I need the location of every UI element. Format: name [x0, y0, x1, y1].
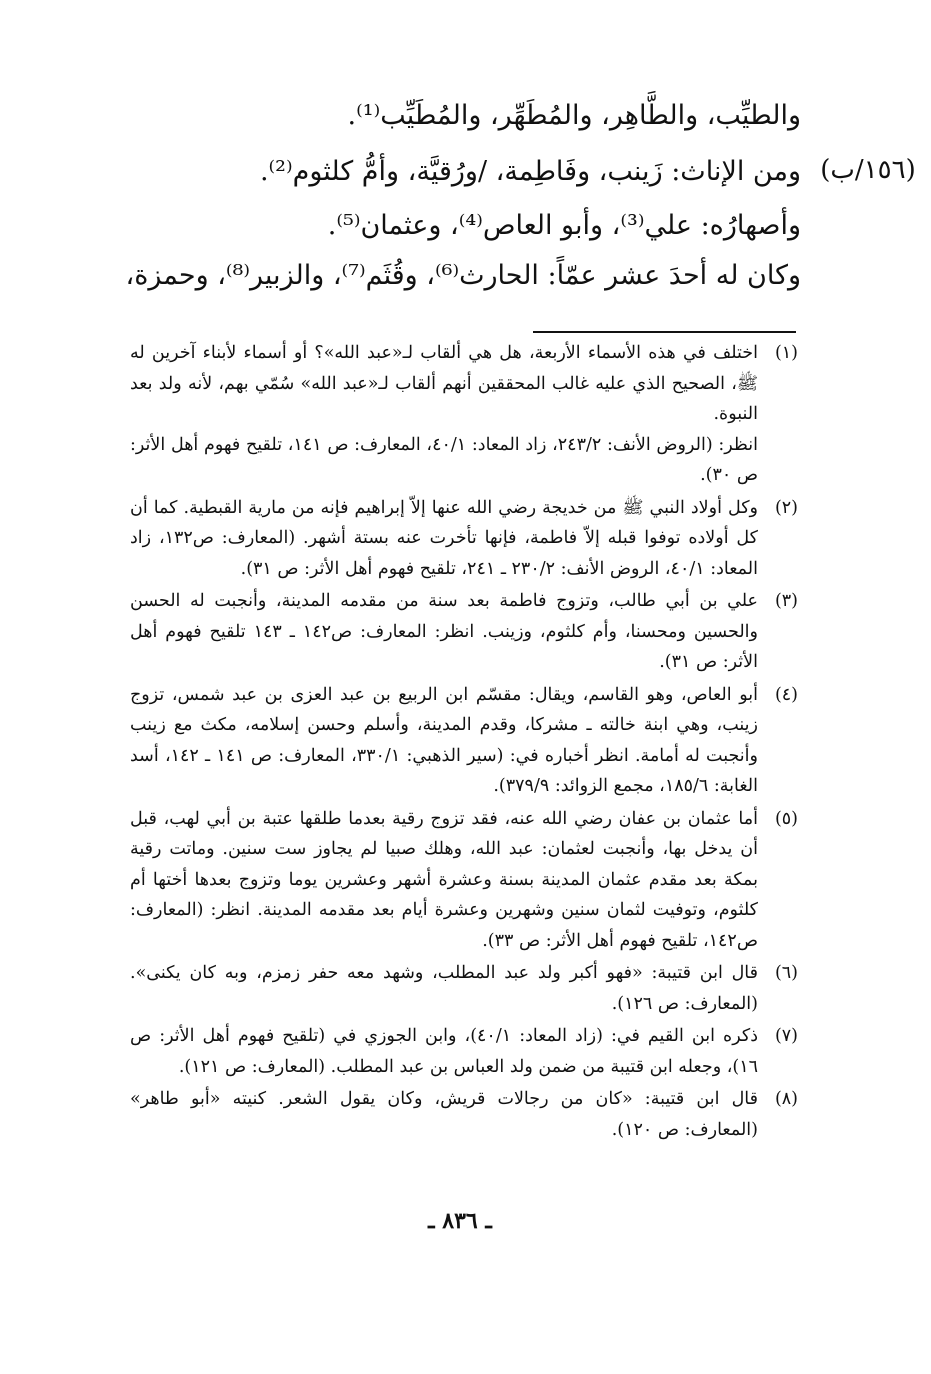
- footnote-separator-rule: [533, 331, 796, 333]
- footnote-text: اختلف في هذه الأسماء الأربعة، هل هي ألقاب لـ«عبد الله»؟ أو أسماء لأبناء آخرين له ﷺ، الصحيح الذي عليه غالب المحققين أنهم ألقاب لـ«عبد الله» سُمّي بهم، لأنه ولد بعد النبوة.: [130, 343, 758, 424]
- footnote-6: [130, 958, 798, 1019]
- footnote-text: أبو العاص، وهو القاسم، ويقال: مقسّم ابن الربيع بن عبد العزى بن عبد شمس، تزوج زينب، وهي ابنة خالته ـ مشركا، وقدم المدينة، وأسلم وحسن إسلامه، مكث مع زينب وأنجبت له أمامة. انظر أخباره في: (سير الذهبي: ٣٣٠/١، المعارف: ص ١٤١ ـ ١٤٢، أسد الغابة: ١٨٥/٦، مجمع الزوائد: ٣٧٩/٩).: [130, 684, 758, 796]
- footnote-text: انظر: (الروض الأنف: ٢٤٣/٢، زاد المعاد: ٤٠/١، المعارف: ص ١٤١، تلقيح فهوم أهل الأثر: ص ٣٠).: [130, 434, 758, 485]
- page-number: ـ ٨٣٦ ـ: [428, 1208, 492, 1234]
- main-text-line-2: ومن الإناث: زَينب، وفَاطِمة، /ورُقيَّة، وأمُّ كلثوم⁽²⁾.: [259, 156, 801, 187]
- footnote-number: (٨): [774, 1089, 798, 1109]
- footnote-text: أما عثمان بن عفان رضي الله عنه، فقد تزوج رقية بعدما طلقها عتبة بن أبي لهب، قبل أن يدخل بها، وأنجبت لعثمان: عبد الله، وهلك صبيا لم يجاوز ست سنين. وماتت رقية بمكة بعد مقدم عثمان المدينة بسنة وعشرة أشهر وعشرين يوما وتزوج بعدها أختها أم كلثوم، وتوفيت لثمان سنين وشهرين وعشرة أيام بعد مقدمه المدينة. انظر: (المعارف: ص١٤٢، تلقيح فهوم أهل الأثر: ص ٣٣).: [130, 808, 758, 951]
- footnote-text: وكل أولاد النبي ﷺ من خديجة رضي الله عنها إلاّ إبراهيم فإنه من مارية القبطية. كما أن كل أولاده توفوا قبله إلاّ فاطمة، فإنها تأخرت عنه بستة أشهر. (المعارف: ص١٣٢، زاد المعاد: ٤٠/١، الروض الأنف: ٢٣٠/٢ ـ ٢٤١، تلقيح فهوم أهل الأثر: ص ٣١).: [130, 497, 758, 579]
- footnote-4: [130, 680, 798, 802]
- footnote-5: [130, 804, 798, 957]
- footnote-text: قال ابن قتيبة: «كان من رجالات قريش، وكان يقول الشعر. كنيته «أبو طاهر» (المعارف: ص ١٢٠).: [130, 1089, 758, 1140]
- footnote-2: [130, 493, 798, 585]
- footnote-text: قال ابن قتيبة: «فهو أكبر ولد عبد المطلب، وشهد معه حفر زمزم، وبه كان يكنى». (المعارف: ص ١٢٦).: [130, 963, 758, 1014]
- footnote-number: (١): [774, 343, 798, 363]
- footnote-number: (٣): [774, 591, 798, 611]
- margin-folio-note: (١٥٦/ب): [820, 155, 916, 185]
- footnote-number: (٧): [774, 1026, 798, 1046]
- footnote-8: [130, 1084, 798, 1145]
- footnote-number: (٦): [774, 963, 798, 983]
- main-text-line-3: وأصهارُه: علي⁽³⁾، وأبو العاص⁽⁴⁾، وعثمان⁽⁵⁾.: [327, 210, 801, 241]
- footnote-text: علي بن أبي طالب، وتزوج فاطمة بعد سنة من مقدمه المدينة، وأنجبت له الحسن والحسين ومحسنا، وأم كلثوم، وزينب. انظر: المعارف: ص١٤٢ ـ ١٤٣ تلقيح فهوم أهل الأثر: ص ٣١).: [130, 591, 758, 672]
- footnote-3: [130, 586, 798, 678]
- footnote-number: (٢): [774, 497, 798, 518]
- footnote-7: [130, 1021, 798, 1082]
- footnote-number: (٤): [774, 684, 798, 705]
- footnote-number: (٥): [774, 808, 798, 829]
- footnote-1: [130, 338, 798, 491]
- main-text-line-1: والطيِّب، والطَّاهِر، والمُطَهِّر، والمُطَيِّب⁽¹⁾.: [347, 100, 801, 131]
- footnotes-section: [130, 338, 798, 1147]
- footnote-text: ذكره ابن القيم في: (زاد المعاد: ٤٠/١)، وابن الجوزي في (تلقيح فهوم أهل الأثر: ص ١٦)، وجعله ابن قتيبة من ضمن ولد العباس بن عبد المطلب. (المعارف: ص ١٢١).: [130, 1026, 758, 1077]
- main-text-line-4: وكان له أحدَ عشر عمّاً: الحارث⁽⁶⁾، وقُثَم⁽⁷⁾، والزبير⁽⁸⁾، وحمزة،: [125, 260, 801, 291]
